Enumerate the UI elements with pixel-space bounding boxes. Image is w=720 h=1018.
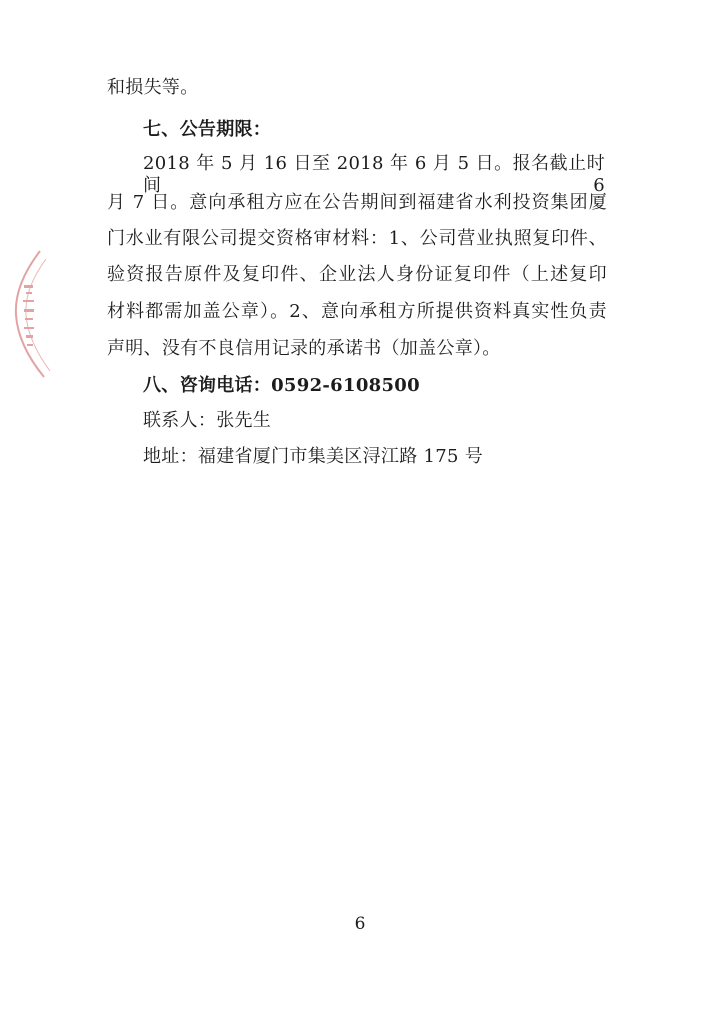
text-line-1: 和损失等。 xyxy=(107,77,199,98)
text-line-7: 材料都需加盖公章）。2、意向承租方所提供资料真实性负责 xyxy=(107,301,607,322)
page-number: 6 xyxy=(354,914,366,934)
text-line-8: 声明、没有不良信用记录的承诺书（加盖公章）。 xyxy=(107,338,501,359)
text-line-5: 门水业有限公司提交资格审材料：1、公司营业执照复印件、 xyxy=(107,228,607,249)
section-heading-announcement-period: 七、公告期限： xyxy=(143,119,272,140)
text-line-4: 月 7 日。意向承租方应在公告期间到福建省水利投资集团厦 xyxy=(107,192,607,213)
section-heading-consultation-phone: 八、咨询电话：0592-6108500 xyxy=(143,375,420,396)
text-line-3: 2018 年 5 月 16 日至 2018 年 6 月 5 日。报名截止时间 6 xyxy=(143,153,605,196)
text-line-6: 验资报告原件及复印件、企业法人身份证复印件（上述复印 xyxy=(107,264,607,285)
address: 地址：福建省厦门市集美区浔江路 175 号 xyxy=(143,446,484,467)
contact-person: 联系人：张先生 xyxy=(143,410,272,431)
red-seal-fragment xyxy=(0,245,60,385)
